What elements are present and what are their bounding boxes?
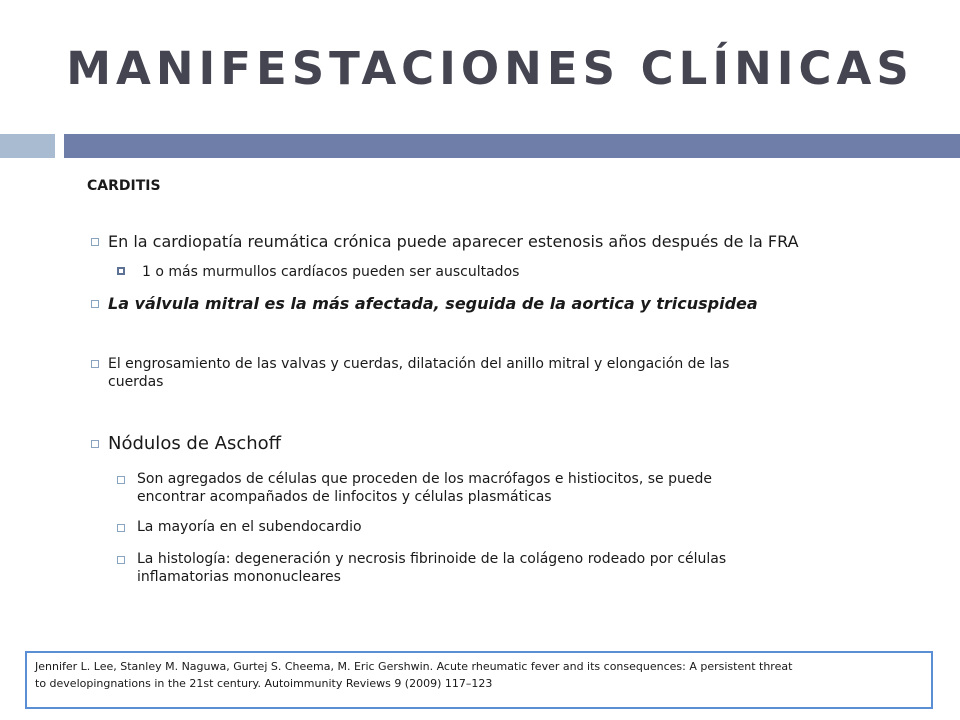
bullet-text-line: El engrosamiento de las valvas y cuerdas, dilatación del anillo mitral y elongación de las — [108, 356, 730, 372]
bullet-item — [108, 294, 758, 314]
sub-bullet-item — [142, 263, 519, 281]
bullet-text-line: cuerdas — [108, 374, 164, 390]
reference-line: Jennifer L. Lee, Stanley M. Naguwa, Gurtej S. Cheema, M. Eric Gershwin. Acute rheumatic fever and its consequences: A persistent threat — [35, 660, 793, 673]
reference-box — [25, 651, 933, 709]
bullet-text: En la cardiopatía reumática crónica puede aparecer estenosis años después de la FRA — [108, 232, 799, 251]
filled-square-bullet-icon — [117, 267, 125, 275]
sub-bullet-item — [137, 470, 712, 506]
bullet-text: 1 o más murmullos cardíacos pueden ser auscultados — [142, 264, 520, 280]
bullet-item — [108, 433, 281, 455]
bullet-text: La válvula mitral es la más afectada, seguida de la aortica y tricuspidea — [108, 294, 758, 313]
sub-bullet-item — [137, 550, 726, 586]
bullet-item — [108, 355, 729, 391]
sub-bullet-item — [137, 518, 362, 536]
square-bullet-icon — [117, 556, 125, 564]
bullet-text-line: inflamatorias mononucleares — [137, 569, 341, 585]
bullet-item — [108, 232, 799, 252]
square-bullet-icon — [91, 440, 99, 448]
bullet-text-line: encontrar acompañados de linfocitos y células plasmáticas — [137, 489, 552, 505]
bullet-text: Nódulos de Aschoff — [108, 433, 282, 454]
bullet-text: La mayoría en el subendocardio — [137, 519, 362, 535]
section-heading: CARDITIS — [87, 178, 161, 194]
bullet-text-line: Son agregados de células que proceden de los macrófagos e histiocitos, se puede — [137, 471, 712, 487]
slide-title: MANIFESTACIONES CLÍNICAS — [66, 42, 914, 95]
bullet-text-line: La histología: degeneración y necrosis fibrinoide de la colágeno rodeado por células — [137, 551, 727, 567]
title-bar-right — [64, 134, 960, 158]
square-bullet-icon — [91, 300, 99, 308]
reference-line: to developingnations in the 21st century. Autoimmunity Reviews 9 (2009) 117–123 — [35, 677, 493, 690]
square-bullet-icon — [117, 476, 125, 484]
square-bullet-icon — [91, 238, 99, 246]
title-bar-left — [0, 134, 55, 158]
square-bullet-icon — [117, 524, 125, 532]
square-bullet-icon — [91, 360, 99, 368]
